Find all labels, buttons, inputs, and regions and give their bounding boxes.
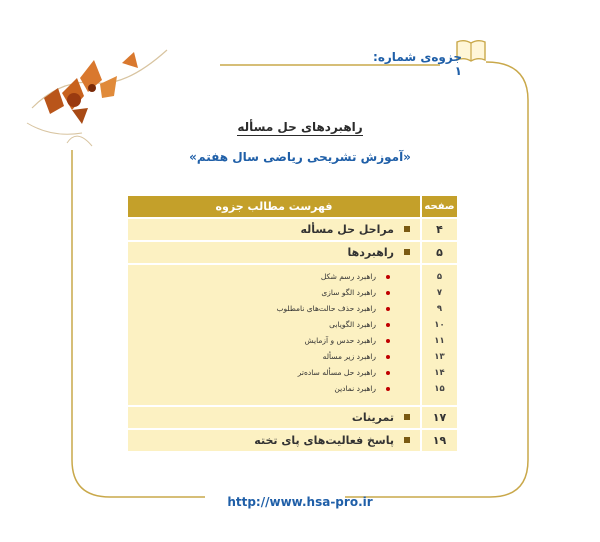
toc-sub-item: راهبرد حذف حالت‌های نامطلوب [128,301,420,317]
toc-header-title: فهرست مطالب جزوه [128,196,420,217]
toc-row-title: پاسخ فعالیت‌های پای تخته [254,434,394,447]
toc-sub-page: ۵ [436,272,443,282]
toc-sub-page: ۱۵ [434,384,445,394]
toc-row [128,407,457,428]
toc-sub-item: راهبرد حدس و آزمایش [128,333,420,349]
toc-row-page: ۵ [422,242,457,263]
toc-sub-page: ۱۰ [434,320,445,330]
toc-sub-item: راهبرد رسم شکل [128,269,420,285]
round-bullet-icon [386,307,390,311]
toc-row [128,219,457,240]
toc-sub-page: ۹ [436,304,443,314]
toc-row [128,242,457,263]
toc-sub-page: ۱۱ [434,336,445,346]
toc-header-page: صفحه [422,196,457,217]
booklet-number-label: جزوه‌ی شماره: ۱ [373,50,462,78]
toc-sub-item: راهبرد الگویابی [128,317,420,333]
toc-row-title: مراحل حل مسأله [300,223,394,236]
page-title: راهبردهای حل مسأله [237,120,363,134]
round-bullet-icon [386,387,390,391]
toc-sub-page: ۱۴ [434,368,445,378]
round-bullet-icon [386,323,390,327]
toc-row-title: تمرینات [351,411,394,424]
toc-row-page: ۱۹ [422,430,457,451]
toc-row-page: ۱۷ [422,407,457,428]
page-subtitle: «آموزش تشریحی ریاضی سال هفتم» [189,150,411,164]
toc-sub-item: راهبرد زیر مسأله [128,349,420,365]
toc-sub-item: راهبرد نمادین [128,381,420,397]
square-bullet-icon [404,414,410,420]
round-bullet-icon [386,339,390,343]
round-bullet-icon [386,275,390,279]
square-bullet-icon [404,437,410,443]
square-bullet-icon [404,249,410,255]
toc-sub-item: راهبرد حل مسأله ساده‌تر [128,365,420,381]
square-bullet-icon [404,226,410,232]
table-of-contents [128,196,457,451]
toc-row-title: راهبردها [347,246,394,259]
toc-header [128,196,457,217]
toc-row [128,430,457,451]
footer-url[interactable]: http://www.hsa-pro.ir [227,495,373,509]
toc-sub-list [128,265,457,405]
toc-sub-page: ۷ [436,288,443,298]
toc-sub-page: ۱۳ [434,352,445,362]
toc-sub-item: راهبرد الگو سازی [128,285,420,301]
round-bullet-icon [386,291,390,295]
round-bullet-icon [386,355,390,359]
toc-row-page: ۴ [422,219,457,240]
round-bullet-icon [386,371,390,375]
